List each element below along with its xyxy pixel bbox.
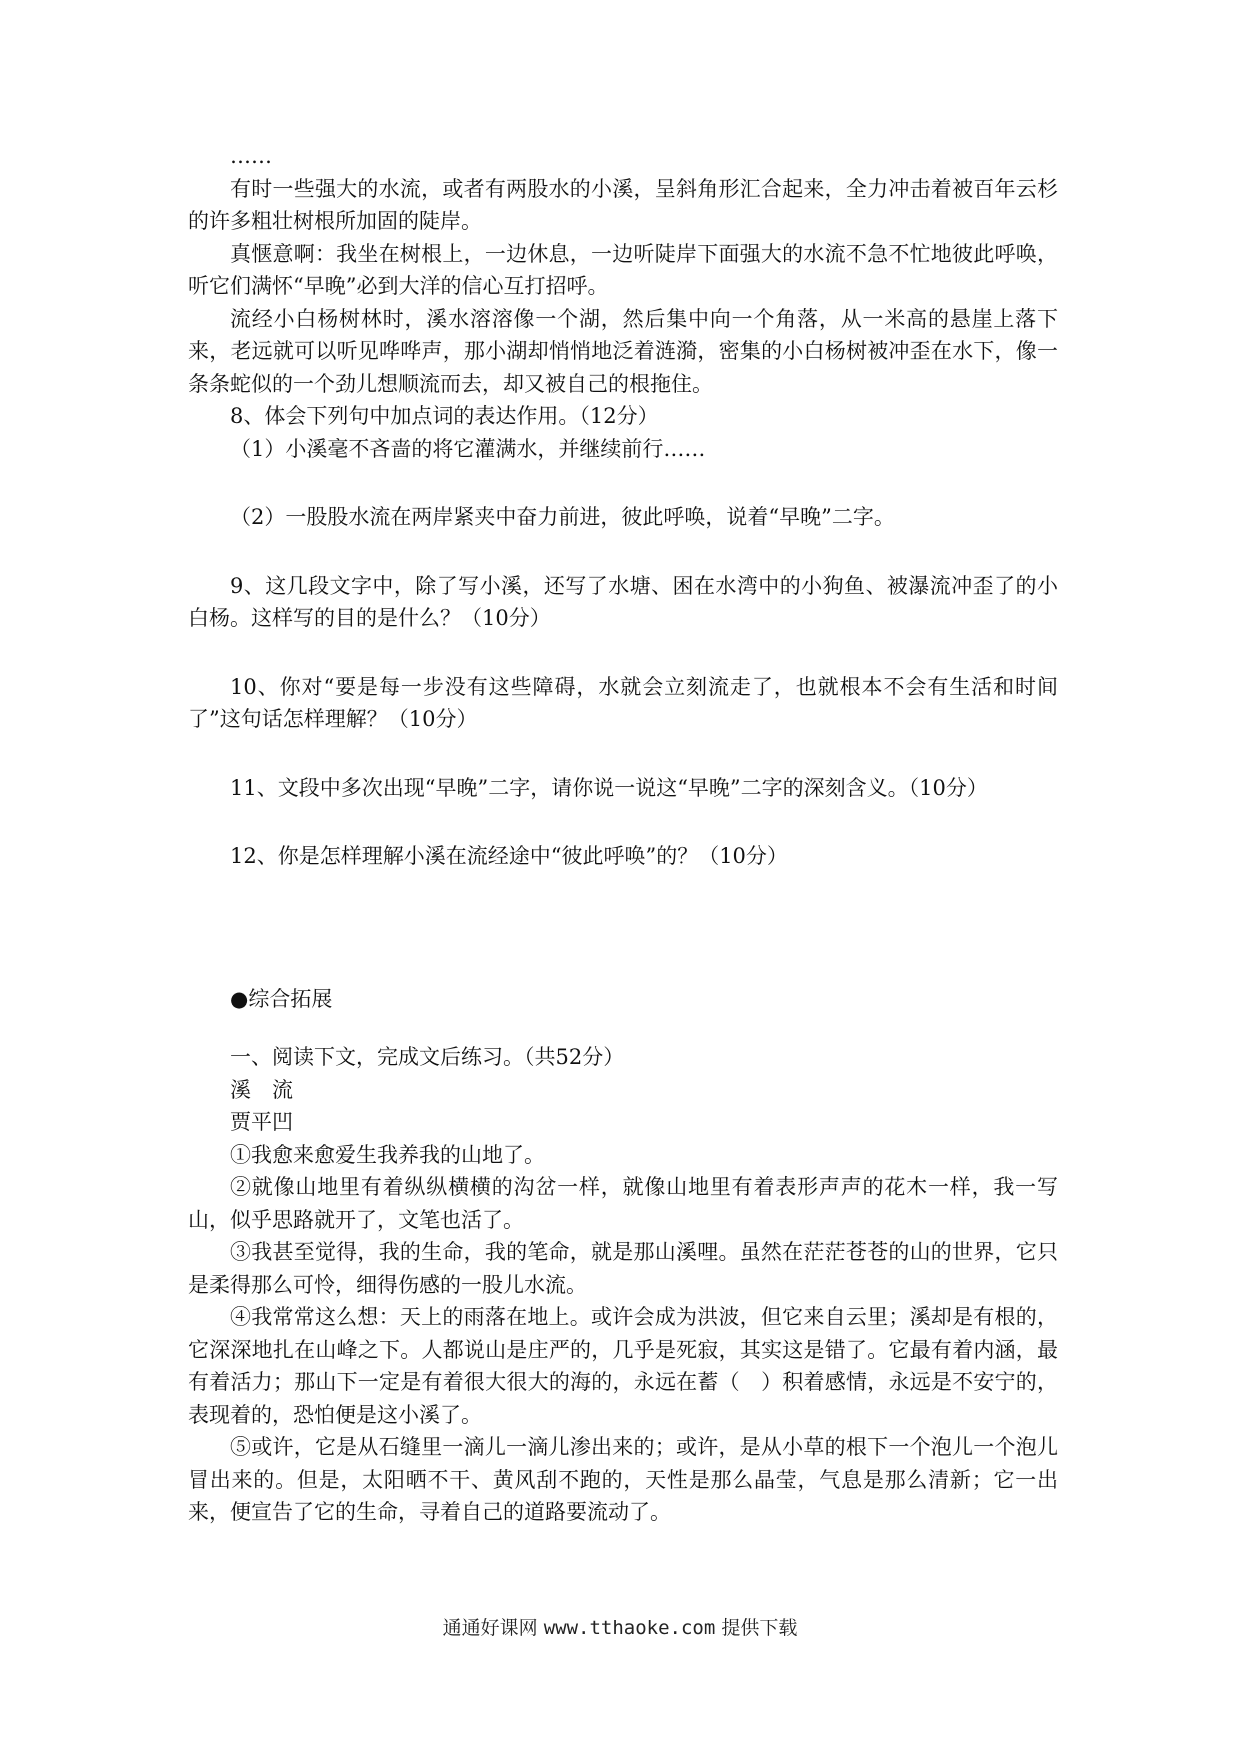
question-12: 12、你是怎样理解小溪在流经途中“彼此呼唤”的？（10分） xyxy=(230,844,788,868)
article-paragraph-4: ④我常常这么想：天上的雨落在地上。或许会成为洪波，但它来自云里；溪却是有根的，它深深地扎在山峰之下。人都说山是庄严的，几乎是死寂，其实这是错了。它最有着内涵，最有着活力；那山下一定是有着很大很大的海的，永远在蓄（ ）积着感情，永远是不安宁的，表现着的，恐怕便是这小溪了。 xyxy=(188,1305,1058,1427)
ellipsis-line: …… xyxy=(230,144,272,168)
footer-suffix: 提供下载 xyxy=(715,1617,798,1639)
article-author: 贾平凹 xyxy=(230,1110,293,1134)
question-8: 8、体会下列句中加点词的表达作用。（12分） xyxy=(230,404,659,428)
paragraph-poplar-grove: 流经小白杨树林时，溪水溶溶像一个湖，然后集中向一个角落，从一米高的悬崖上落下来，老远就可以听见哗哗声，那小湖却悄悄地泛着涟漪，密集的小白杨树被冲歪在水下，像一条条蛇似的一个劲儿想顺流而去，却又被自己的根拖住。 xyxy=(188,306,1058,396)
page-footer xyxy=(0,1613,1240,1640)
article-title: 溪 流 xyxy=(230,1077,293,1102)
article-paragraph-1: ①我愈来愈爱生我养我的山地了。 xyxy=(230,1142,545,1167)
question-11: 11、文段中多次出现“早晚”二字，请你说一说这“早晚”二字的深刻含义。（10分） xyxy=(230,775,988,800)
question-8-part-2: （2）一股股水流在两岸紧夹中奋力前进，彼此呼唤，说着“早晚”二字。 xyxy=(230,505,895,529)
footer-url: www.tthaoke.com xyxy=(543,1617,716,1639)
article-paragraph-5: ⑤或许，它是从石缝里一滴儿一滴儿渗出来的；或许，是从小草的根下一个泡儿一个泡儿冒出来的。但是，太阳晒不干、黄风刮不跑的，天性是那么晶莹，气息是那么清新；它一出来，便宣告了它的生命，寻着自己的道路要流动了。 xyxy=(188,1435,1058,1524)
section-heading: ●综合拓展 xyxy=(230,986,333,1011)
paragraph-sitting-on-roots: 真惬意啊：我坐在树根上，一边休息，一边听陡岸下面强大的水流不急不忙地彼此呼唤，听它们满怀“早晚”必到大洋的信心互打招呼。 xyxy=(188,241,1058,298)
question-9: 9、这几段文字中，除了写小溪，还写了水塘、困在水湾中的小狗鱼、被瀑流冲歪了的小白杨。这样写的目的是什么？（10分） xyxy=(188,573,1058,630)
article-paragraph-3: ③我甚至觉得，我的生命，我的笔命，就是那山溪哩。虽然在茫茫苍苍的山的世界，它只是柔得那么可怜，细得伤感的一股儿水流。 xyxy=(188,1240,1058,1297)
question-10: 10、你对“要是每一步没有这些障碍，水就会立刻流走了，也就根本不会有生活和时间了”这句话怎样理解？（10分） xyxy=(188,674,1058,731)
reading-task-heading: 一、阅读下文，完成文后练习。（共52分） xyxy=(230,1045,625,1069)
question-8-part-1: （1）小溪毫不吝啬的将它灌满水，并继续前行…… xyxy=(230,436,706,461)
footer-prefix: 通通好课网 xyxy=(442,1617,544,1639)
article-paragraph-2: ②就像山地里有着纵纵横横的沟岔一样，就像山地里有着表形声声的花木一样，我一写山，似乎思路就开了，文笔也活了。 xyxy=(188,1175,1058,1232)
paragraph-converging-streams: 有时一些强大的水流，或者有两股水的小溪，呈斜角形汇合起来，全力冲击着被百年云杉的许多粗壮树根所加固的陡岸。 xyxy=(188,176,1058,233)
document-body xyxy=(188,140,1058,1529)
